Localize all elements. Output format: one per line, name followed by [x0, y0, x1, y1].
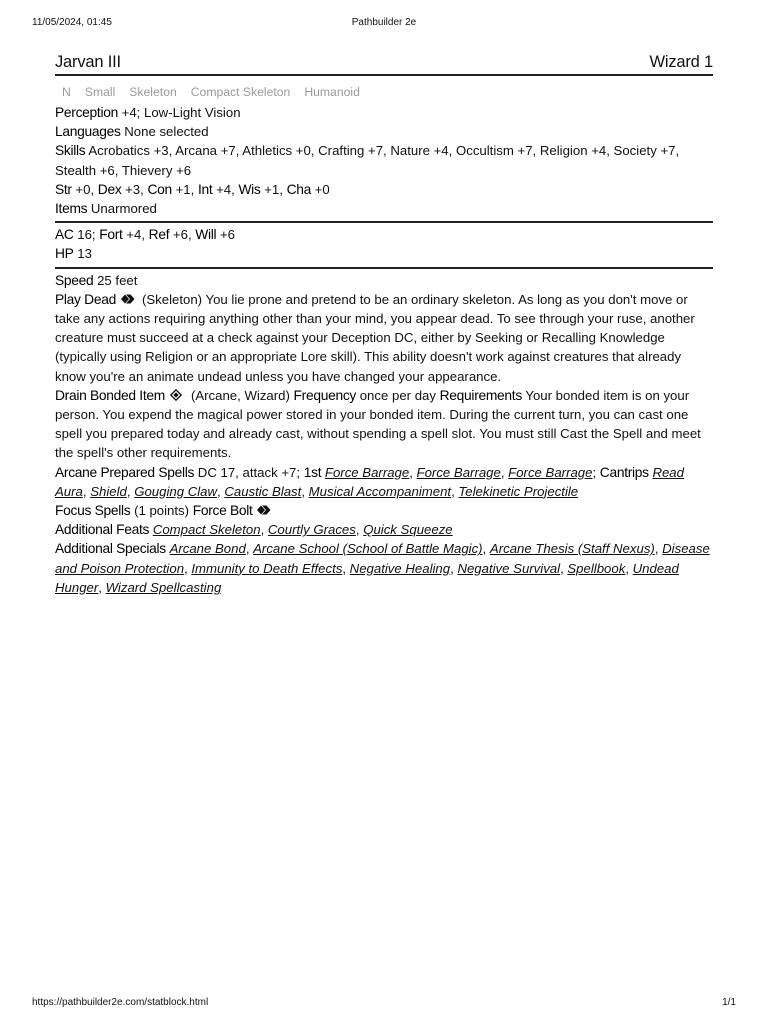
feat-link[interactable]: Compact Skeleton — [152, 522, 261, 538]
ability-scores-line: Str +0, Dex +3, Con +1, Int +4, Wis +1, Cha +0 — [55, 181, 330, 197]
items-value: Unarmored — [90, 201, 157, 217]
cantrips-label: Cantrips — [599, 464, 649, 480]
drain-bonded-item-label: Drain Bonded Item — [55, 387, 165, 403]
requirements-text: Your bonded item is on your person. You expend the magical power stored in your bonded item. During the current turn, you can cast one spell you prepared today and already cast, without spending a spell slot. You must still Cast the Spell and meet the spell's other requirements. — [55, 387, 701, 461]
ability-label: Con — [147, 181, 172, 197]
speed-value: 25 feet — [97, 272, 138, 288]
drain-bonded-item-ability — [55, 386, 713, 463]
print-url: https://pathbuilder2e.com/statblock.html — [32, 997, 209, 1008]
trait-tag: Compact Skeleton — [190, 85, 291, 99]
section-divider — [55, 221, 713, 223]
additional-feats-label: Additional Feats — [55, 522, 150, 538]
special-link[interactable]: Wizard Spellcasting — [105, 579, 222, 595]
ability-label: Int — [197, 181, 213, 197]
ability-label: Cha — [286, 181, 311, 197]
items-label: Items — [55, 201, 88, 217]
languages-value: None selected — [124, 124, 209, 140]
fort-value: +4, — [126, 227, 145, 243]
ability-value: +0 — [75, 181, 91, 197]
ref-label: Ref — [148, 227, 170, 243]
fort-label: Fort — [99, 227, 123, 243]
spell-link[interactable]: Force Barrage — [508, 464, 593, 480]
skills-value: Acrobatics +3, Arcana +7, Athletics +0, Crafting +7, Nature +4, Occultism +7, Religion +4, Society +7, Stealth +6, Thievery +6 — [55, 143, 680, 178]
speed-label: Speed — [55, 272, 94, 288]
trait-list — [55, 76, 713, 103]
special-link[interactable]: Arcane Thesis (Staff Nexus) — [489, 541, 655, 557]
frequency-value: once per day — [359, 387, 436, 403]
special-link[interactable]: Negative Healing — [349, 560, 451, 576]
ability-value: +1 — [264, 181, 280, 197]
focus-spells-line — [55, 501, 713, 520]
focus-spell-name: Force Bolt — [192, 503, 253, 519]
ability-label: Str — [55, 181, 72, 197]
focus-spells-label: Focus Spells — [55, 503, 131, 519]
free-action-icon — [169, 389, 184, 401]
ability-value: +3 — [125, 181, 141, 197]
perception-line — [55, 103, 713, 122]
languages-line — [55, 122, 713, 141]
additional-specials-line: Additional Specials Arcane Bond, Arcane School (School of Battle Magic), Arcane Thesis (Staff Nexus), Disease and Poison Protection, Immunity to Death Effects, Negative Healing, Negative Survival, Spellbook, Undead Hunger, Wizard Spellcasting — [55, 541, 710, 595]
ac-label: AC — [55, 227, 74, 243]
trait-tag: Small — [84, 85, 116, 99]
play-dead-label: Play Dead — [55, 291, 116, 307]
cantrip-link[interactable]: Musical Accompaniment — [308, 483, 452, 499]
single-action-icon — [256, 504, 271, 516]
play-dead-text: (Skeleton) You lie prone and pretend to be an ordinary skeleton. As long as you don't move or take any actions requiring anything other than your mind, you appear dead. To see through your ruse, another creature must succeed at a check against your Deception DC, either by Seeking or Recalling Knowledge (typically using Religion or an appropriate Lore skill). This ability doesn't work against creatures that already know you're an animate undead unless you have changed your appearance. — [55, 291, 695, 384]
will-value: +6 — [219, 227, 236, 243]
special-link[interactable]: Immunity to Death Effects — [191, 560, 343, 576]
character-name: Jarvan III — [55, 53, 121, 71]
frequency-label: Frequency — [293, 387, 357, 403]
trait-tag: Humanoid — [304, 85, 360, 99]
special-link[interactable]: Arcane School (School of Battle Magic) — [253, 541, 483, 557]
special-link[interactable]: Negative Survival — [457, 560, 561, 576]
cantrip-link[interactable]: Read Aura — [55, 464, 684, 499]
ability-label: Dex — [97, 181, 122, 197]
ability-value: +1 — [175, 181, 191, 197]
arcane-spells-stats: DC 17, attack +7; — [197, 464, 301, 480]
ability-value: +4 — [216, 181, 232, 197]
perception-value: +4; Low-Light Vision — [121, 105, 241, 120]
feat-link[interactable]: Quick Squeeze — [363, 522, 453, 538]
additional-feats-line: Additional Feats Compact Skeleton, Courtly Graces, Quick Squeeze — [55, 522, 453, 538]
additional-specials-label: Additional Specials — [55, 541, 166, 557]
ability-value: +0 — [314, 181, 330, 197]
class-level: Wizard 1 — [649, 53, 713, 71]
cantrip-link[interactable]: Caustic Blast — [224, 483, 302, 499]
print-doc-title: Pathbuilder 2e — [351, 17, 417, 28]
cantrip-link[interactable]: Gouging Claw — [134, 483, 218, 499]
page-count: 1/1 — [722, 997, 736, 1008]
items-line — [55, 199, 713, 218]
spell-link[interactable]: Force Barrage — [416, 464, 501, 480]
single-action-icon — [120, 293, 135, 305]
speed-line — [55, 271, 713, 290]
cantrip-link[interactable]: Telekinetic Projectile — [458, 483, 579, 499]
ref-value: +6, — [172, 227, 192, 243]
arcane-spells-line: Arcane Prepared Spells DC 17, attack +7; 1st Force Barrage, Force Barrage, Force Barrage; Cantrips Read Aura, Shield, Gouging Claw, Caustic Blast, Musical Accompaniment, Telekinetic Projectile — [55, 464, 684, 499]
cantrip-link[interactable]: Shield — [90, 483, 127, 499]
skills-label: Skills — [55, 143, 86, 159]
perception-label: Perception — [55, 105, 118, 120]
hp-value: 13 — [77, 246, 92, 262]
special-link[interactable]: Spellbook — [567, 560, 626, 576]
ac-value: 16; — [77, 227, 96, 243]
languages-label: Languages — [55, 124, 121, 140]
special-link[interactable]: Undead Hunger — [55, 560, 679, 595]
statblock — [55, 51, 713, 597]
section-divider — [55, 267, 713, 269]
trait-tag: Skeleton — [129, 85, 177, 99]
focus-points: (1 points) — [134, 503, 190, 519]
defense-line — [55, 225, 713, 244]
skills-line — [55, 141, 713, 179]
feat-link[interactable]: Courtly Graces — [267, 522, 356, 538]
spell-link[interactable]: Force Barrage — [324, 464, 410, 480]
arcane-spells-label: Arcane Prepared Spells — [55, 464, 195, 480]
special-link[interactable]: Disease and Poison Protection — [55, 541, 710, 576]
spell-rank-label: 1st — [303, 464, 322, 480]
will-label: Will — [195, 227, 217, 243]
hp-label: HP — [55, 246, 74, 262]
trait-tag: N — [62, 85, 71, 99]
drain-bonded-item-traits: (Arcane, Wizard) — [190, 387, 290, 403]
ability-label: Wis — [238, 181, 261, 197]
play-dead-ability — [55, 290, 713, 386]
special-link[interactable]: Arcane Bond — [169, 541, 246, 557]
hp-line — [55, 244, 713, 263]
print-datetime: 11/05/2024, 01:45 — [32, 17, 112, 28]
statblock-title-row — [55, 51, 713, 76]
requirements-label: Requirements — [439, 387, 522, 403]
